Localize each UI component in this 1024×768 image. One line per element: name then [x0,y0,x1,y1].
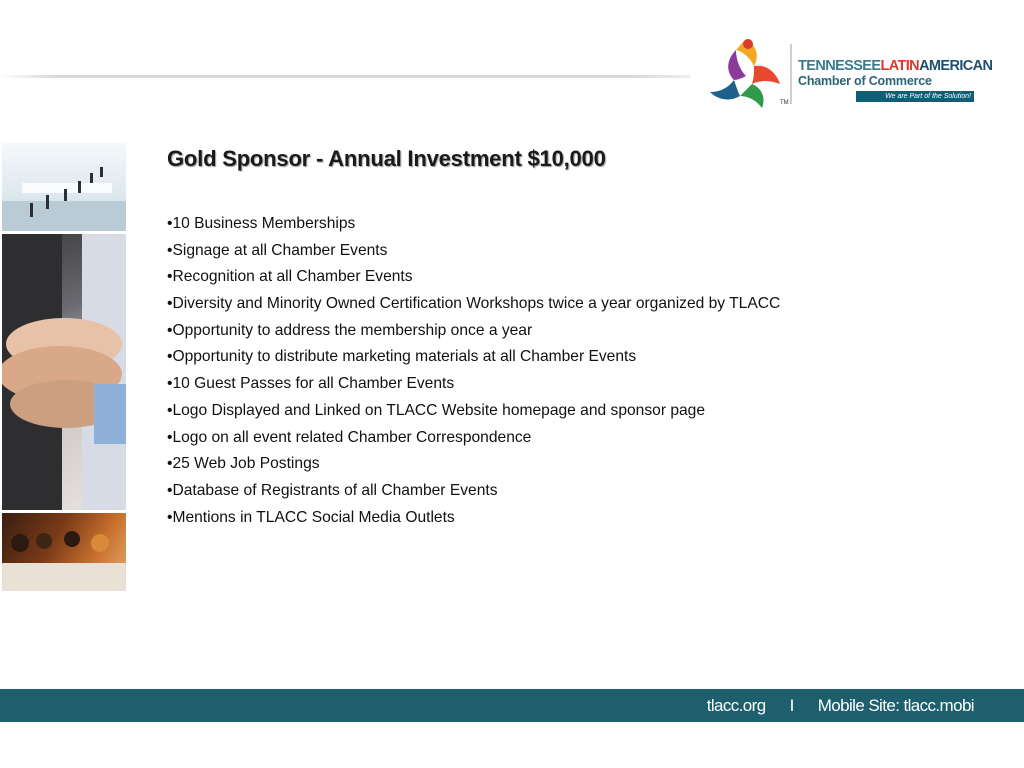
list-item: •Recognition at all Chamber Events [167,268,413,286]
logo-wordmark [798,58,993,102]
tlacc-logo [704,36,993,112]
list-item: •Logo on all event related Chamber Correspondence [167,428,532,446]
list-item: •Logo Displayed and Linked on TLACC Website homepage and sponsor page [167,401,706,419]
logo-word-american: AMERICAN [919,58,993,74]
photo-stacked-hands-image [2,234,126,510]
trademark-label: TM [780,100,789,106]
footer-mobile-site: Mobile Site: tlacc.mobi [817,696,974,715]
logo-word-latin: LATIN [880,58,920,74]
photo-business-figures-image [2,143,126,231]
photo-meeting-group-image [2,513,126,591]
logo-divider [790,44,792,104]
benefits-list [167,213,780,533]
footer-text [707,689,974,722]
logo-subtitle: Chamber of Commerce [798,74,932,88]
list-item: •Opportunity to distribute marketing materials at all Chamber Events [167,348,637,366]
header-divider [0,75,690,78]
list-item: •Diversity and Minority Owned Certification Workshops twice a year organized by TLACC [167,295,781,313]
list-item: •10 Guest Passes for all Chamber Events [167,375,455,393]
logo-tagline: We are Part of the Solution! [856,91,974,102]
list-item: •Opportunity to address the membership once a year [167,321,533,339]
photo-business-figures [2,143,126,231]
slide-title: Gold Sponsor - Annual Investment $10,000 [167,146,606,171]
photo-meeting-group [2,513,126,591]
list-item: •10 Business Memberships [167,215,356,232]
footer-site-url: tlacc.org [706,696,766,715]
logo-word-tennessee: TENNESSEE [798,58,881,74]
list-item: •25 Web Job Postings [167,455,320,473]
list-item: •Signage at all Chamber Events [167,241,388,259]
logo-name [798,58,993,74]
photo-stacked-hands [2,234,126,510]
list-item: •Mentions in TLACC Social Media Outlets [167,508,455,526]
logo-figure-icon [704,36,784,112]
footer-separator: I [789,696,794,715]
footer-bar [0,689,1024,722]
list-item: •Database of Registrants of all Chamber Events [167,481,498,499]
